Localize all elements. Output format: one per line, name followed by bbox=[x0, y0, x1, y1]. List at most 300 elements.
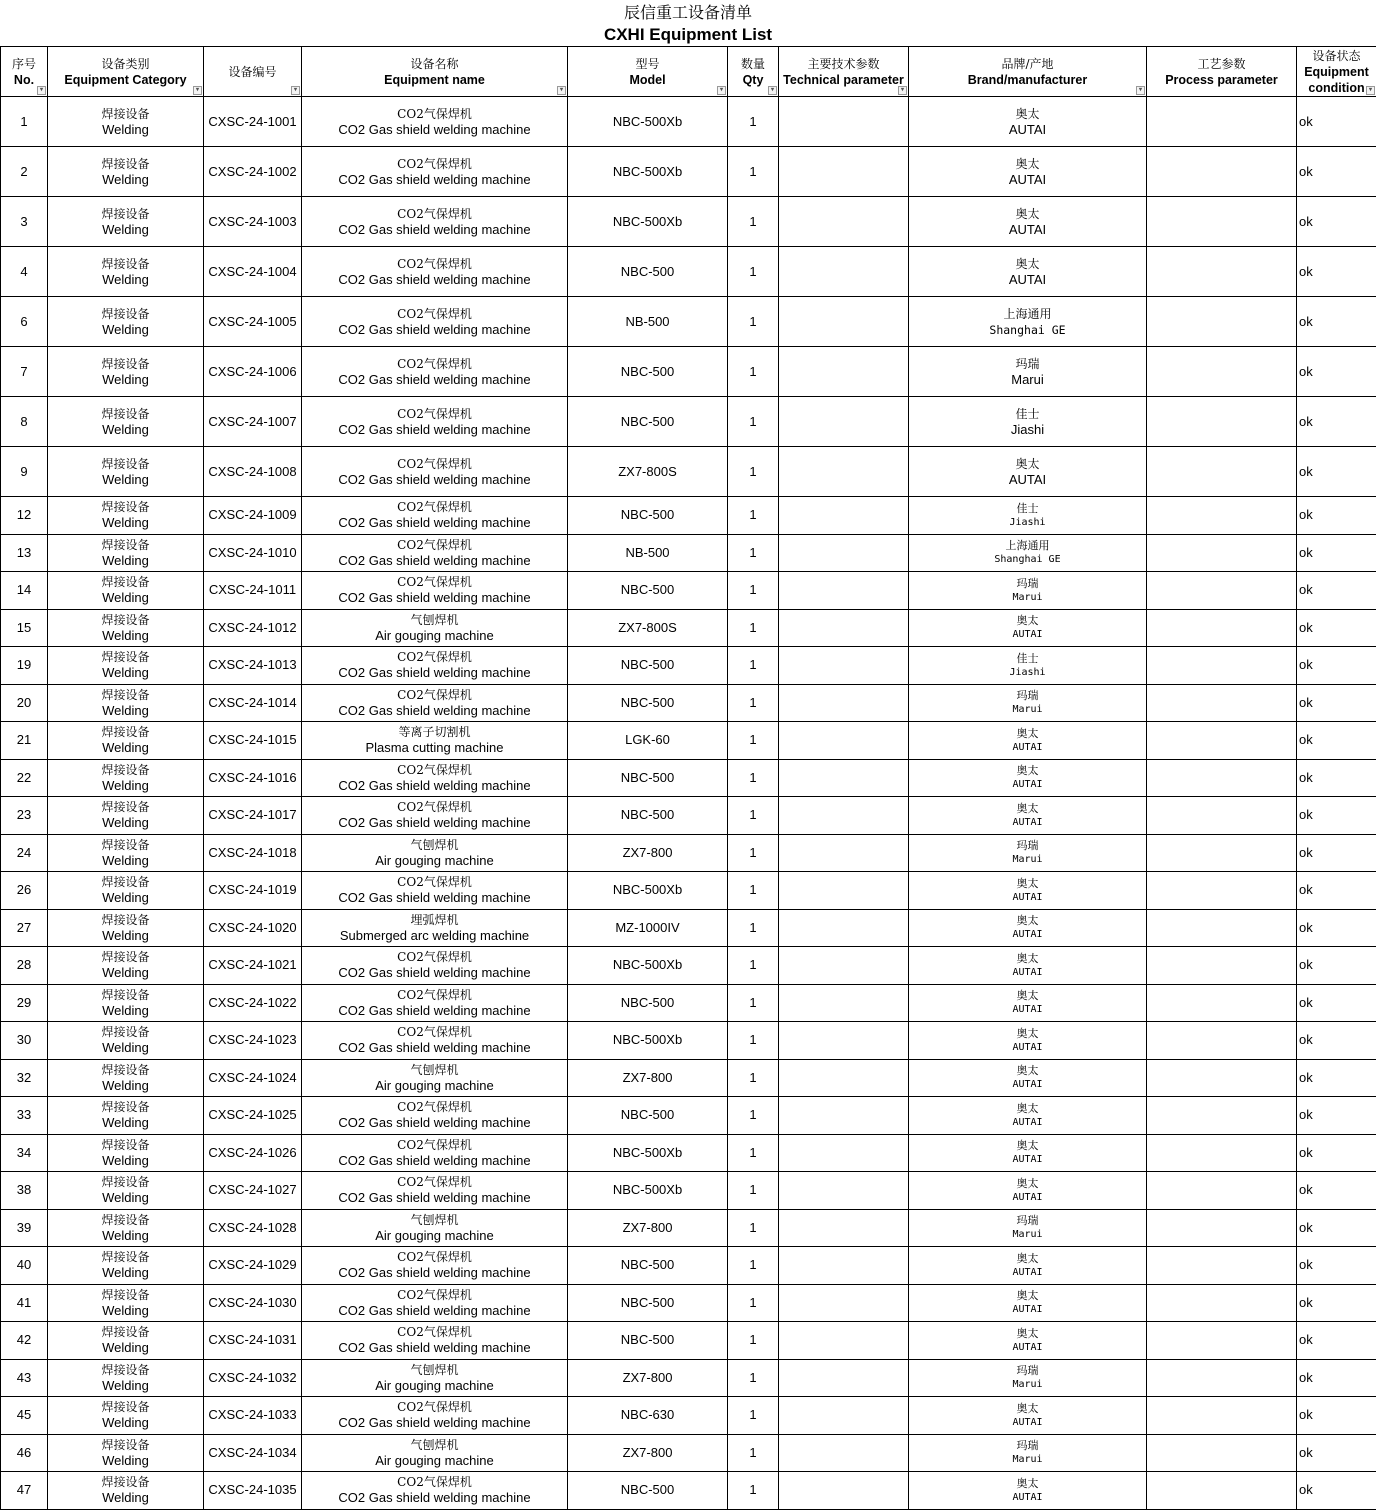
cell-model[interactable] bbox=[568, 1209, 728, 1247]
cell-condition[interactable] bbox=[1297, 1022, 1376, 1060]
cell-model[interactable] bbox=[568, 347, 728, 397]
cell-process[interactable] bbox=[1147, 1022, 1297, 1060]
cell-technical[interactable] bbox=[779, 1022, 909, 1060]
cell-no[interactable] bbox=[1, 647, 48, 685]
cell-condition[interactable] bbox=[1297, 1097, 1376, 1135]
cell-name[interactable] bbox=[302, 759, 568, 797]
table-row[interactable] bbox=[1, 447, 1376, 497]
table-row[interactable] bbox=[1, 97, 1376, 147]
cell-category[interactable] bbox=[48, 1022, 204, 1060]
cell-qty[interactable] bbox=[728, 347, 779, 397]
cell-condition[interactable] bbox=[1297, 1284, 1376, 1322]
cell-category[interactable] bbox=[48, 147, 204, 197]
cell-no[interactable] bbox=[1, 609, 48, 647]
cell-brand[interactable] bbox=[909, 572, 1147, 610]
cell-condition[interactable] bbox=[1297, 1359, 1376, 1397]
cell-no[interactable] bbox=[1, 722, 48, 760]
cell-name[interactable] bbox=[302, 147, 568, 197]
table-row[interactable] bbox=[1, 647, 1376, 685]
cell-no[interactable] bbox=[1, 947, 48, 985]
table-row[interactable] bbox=[1, 1322, 1376, 1360]
cell-condition[interactable] bbox=[1297, 247, 1376, 297]
cell-name[interactable] bbox=[302, 197, 568, 247]
cell-technical[interactable] bbox=[779, 347, 909, 397]
cell-brand[interactable] bbox=[909, 684, 1147, 722]
cell-category[interactable] bbox=[48, 1434, 204, 1472]
filter-dropdown-icon[interactable]: ▾ bbox=[717, 86, 726, 95]
table-row[interactable] bbox=[1, 984, 1376, 1022]
cell-brand[interactable] bbox=[909, 197, 1147, 247]
cell-process[interactable] bbox=[1147, 834, 1297, 872]
table-row[interactable] bbox=[1, 872, 1376, 910]
cell-code[interactable] bbox=[204, 347, 302, 397]
cell-qty[interactable] bbox=[728, 1209, 779, 1247]
filter-dropdown-icon[interactable]: ▾ bbox=[37, 86, 46, 95]
cell-technical[interactable] bbox=[779, 1284, 909, 1322]
cell-qty[interactable] bbox=[728, 1134, 779, 1172]
cell-technical[interactable] bbox=[779, 1097, 909, 1135]
cell-qty[interactable] bbox=[728, 447, 779, 497]
cell-name[interactable] bbox=[302, 1022, 568, 1060]
cell-category[interactable] bbox=[48, 297, 204, 347]
cell-category[interactable] bbox=[48, 397, 204, 447]
cell-no[interactable] bbox=[1, 1134, 48, 1172]
cell-category[interactable] bbox=[48, 684, 204, 722]
cell-qty[interactable] bbox=[728, 834, 779, 872]
cell-technical[interactable] bbox=[779, 1247, 909, 1285]
cell-process[interactable] bbox=[1147, 609, 1297, 647]
cell-condition[interactable] bbox=[1297, 572, 1376, 610]
cell-no[interactable] bbox=[1, 1472, 48, 1510]
cell-code[interactable] bbox=[204, 872, 302, 910]
cell-process[interactable] bbox=[1147, 397, 1297, 447]
cell-model[interactable] bbox=[568, 572, 728, 610]
cell-no[interactable] bbox=[1, 797, 48, 835]
cell-no[interactable] bbox=[1, 1097, 48, 1135]
cell-technical[interactable] bbox=[779, 647, 909, 685]
cell-model[interactable] bbox=[568, 297, 728, 347]
cell-code[interactable] bbox=[204, 147, 302, 197]
cell-condition[interactable] bbox=[1297, 1209, 1376, 1247]
table-row[interactable] bbox=[1, 297, 1376, 347]
cell-code[interactable] bbox=[204, 1434, 302, 1472]
cell-brand[interactable] bbox=[909, 834, 1147, 872]
cell-code[interactable] bbox=[204, 1322, 302, 1360]
cell-no[interactable] bbox=[1, 759, 48, 797]
cell-qty[interactable] bbox=[728, 1284, 779, 1322]
cell-no[interactable] bbox=[1, 984, 48, 1022]
cell-qty[interactable] bbox=[728, 1434, 779, 1472]
cell-brand[interactable] bbox=[909, 1359, 1147, 1397]
cell-technical[interactable] bbox=[779, 397, 909, 447]
cell-brand[interactable] bbox=[909, 1472, 1147, 1510]
cell-code[interactable] bbox=[204, 722, 302, 760]
cell-process[interactable] bbox=[1147, 347, 1297, 397]
cell-category[interactable] bbox=[48, 247, 204, 297]
cell-condition[interactable] bbox=[1297, 1397, 1376, 1435]
cell-technical[interactable] bbox=[779, 534, 909, 572]
cell-process[interactable] bbox=[1147, 722, 1297, 760]
cell-code[interactable] bbox=[204, 759, 302, 797]
cell-brand[interactable] bbox=[909, 947, 1147, 985]
filter-dropdown-icon[interactable]: ▾ bbox=[291, 86, 300, 95]
cell-qty[interactable] bbox=[728, 1022, 779, 1060]
cell-code[interactable] bbox=[204, 97, 302, 147]
cell-condition[interactable] bbox=[1297, 297, 1376, 347]
cell-brand[interactable] bbox=[909, 759, 1147, 797]
cell-category[interactable] bbox=[48, 1322, 204, 1360]
cell-category[interactable] bbox=[48, 1209, 204, 1247]
cell-name[interactable] bbox=[302, 497, 568, 535]
cell-code[interactable] bbox=[204, 684, 302, 722]
cell-process[interactable] bbox=[1147, 197, 1297, 247]
cell-category[interactable] bbox=[48, 759, 204, 797]
cell-condition[interactable] bbox=[1297, 1247, 1376, 1285]
cell-name[interactable] bbox=[302, 1172, 568, 1210]
cell-model[interactable] bbox=[568, 197, 728, 247]
cell-category[interactable] bbox=[48, 797, 204, 835]
cell-model[interactable] bbox=[568, 247, 728, 297]
cell-model[interactable] bbox=[568, 609, 728, 647]
cell-qty[interactable] bbox=[728, 947, 779, 985]
cell-name[interactable] bbox=[302, 1359, 568, 1397]
cell-qty[interactable] bbox=[728, 1059, 779, 1097]
cell-brand[interactable] bbox=[909, 147, 1147, 197]
cell-category[interactable] bbox=[48, 834, 204, 872]
cell-code[interactable] bbox=[204, 1172, 302, 1210]
filter-dropdown-icon[interactable]: ▾ bbox=[557, 86, 566, 95]
cell-qty[interactable] bbox=[728, 534, 779, 572]
table-row[interactable] bbox=[1, 947, 1376, 985]
cell-model[interactable] bbox=[568, 759, 728, 797]
cell-model[interactable] bbox=[568, 947, 728, 985]
cell-condition[interactable] bbox=[1297, 397, 1376, 447]
cell-model[interactable] bbox=[568, 1472, 728, 1510]
cell-category[interactable] bbox=[48, 1134, 204, 1172]
cell-condition[interactable] bbox=[1297, 1322, 1376, 1360]
cell-qty[interactable] bbox=[728, 759, 779, 797]
cell-condition[interactable] bbox=[1297, 797, 1376, 835]
cell-code[interactable] bbox=[204, 909, 302, 947]
cell-category[interactable] bbox=[48, 1472, 204, 1510]
cell-condition[interactable] bbox=[1297, 684, 1376, 722]
cell-condition[interactable] bbox=[1297, 1472, 1376, 1510]
cell-no[interactable] bbox=[1, 347, 48, 397]
cell-name[interactable] bbox=[302, 1434, 568, 1472]
cell-code[interactable] bbox=[204, 247, 302, 297]
cell-qty[interactable] bbox=[728, 872, 779, 910]
cell-brand[interactable] bbox=[909, 872, 1147, 910]
cell-model[interactable] bbox=[568, 984, 728, 1022]
cell-name[interactable] bbox=[302, 834, 568, 872]
table-row[interactable] bbox=[1, 1097, 1376, 1135]
cell-model[interactable] bbox=[568, 684, 728, 722]
cell-code[interactable] bbox=[204, 1134, 302, 1172]
cell-condition[interactable] bbox=[1297, 722, 1376, 760]
cell-brand[interactable] bbox=[909, 1397, 1147, 1435]
cell-process[interactable] bbox=[1147, 1284, 1297, 1322]
cell-brand[interactable] bbox=[909, 397, 1147, 447]
cell-technical[interactable] bbox=[779, 759, 909, 797]
cell-process[interactable] bbox=[1147, 1134, 1297, 1172]
table-row[interactable] bbox=[1, 1022, 1376, 1060]
cell-code[interactable] bbox=[204, 984, 302, 1022]
cell-qty[interactable] bbox=[728, 797, 779, 835]
cell-brand[interactable] bbox=[909, 1322, 1147, 1360]
cell-model[interactable] bbox=[568, 1134, 728, 1172]
cell-model[interactable] bbox=[568, 397, 728, 447]
cell-technical[interactable] bbox=[779, 1134, 909, 1172]
cell-model[interactable] bbox=[568, 872, 728, 910]
cell-no[interactable] bbox=[1, 1247, 48, 1285]
filter-dropdown-icon[interactable]: ▾ bbox=[1366, 86, 1375, 95]
cell-model[interactable] bbox=[568, 1097, 728, 1135]
table-row[interactable] bbox=[1, 1172, 1376, 1210]
cell-no[interactable] bbox=[1, 297, 48, 347]
cell-code[interactable] bbox=[204, 1097, 302, 1135]
cell-code[interactable] bbox=[204, 1472, 302, 1510]
cell-no[interactable] bbox=[1, 1209, 48, 1247]
cell-process[interactable] bbox=[1147, 1097, 1297, 1135]
filter-dropdown-icon[interactable]: ▾ bbox=[768, 86, 777, 95]
cell-qty[interactable] bbox=[728, 1472, 779, 1510]
table-row[interactable] bbox=[1, 609, 1376, 647]
cell-category[interactable] bbox=[48, 647, 204, 685]
cell-name[interactable] bbox=[302, 1097, 568, 1135]
cell-code[interactable] bbox=[204, 834, 302, 872]
cell-code[interactable] bbox=[204, 1284, 302, 1322]
cell-model[interactable] bbox=[568, 497, 728, 535]
cell-brand[interactable] bbox=[909, 1172, 1147, 1210]
cell-category[interactable] bbox=[48, 984, 204, 1022]
cell-model[interactable] bbox=[568, 1397, 728, 1435]
cell-no[interactable] bbox=[1, 147, 48, 197]
cell-no[interactable] bbox=[1, 872, 48, 910]
cell-condition[interactable] bbox=[1297, 984, 1376, 1022]
cell-code[interactable] bbox=[204, 297, 302, 347]
cell-condition[interactable] bbox=[1297, 1172, 1376, 1210]
cell-process[interactable] bbox=[1147, 147, 1297, 197]
table-row[interactable] bbox=[1, 1209, 1376, 1247]
cell-process[interactable] bbox=[1147, 297, 1297, 347]
table-row[interactable] bbox=[1, 1134, 1376, 1172]
cell-qty[interactable] bbox=[728, 609, 779, 647]
cell-brand[interactable] bbox=[909, 447, 1147, 497]
cell-condition[interactable] bbox=[1297, 497, 1376, 535]
table-row[interactable] bbox=[1, 1472, 1376, 1510]
cell-process[interactable] bbox=[1147, 1247, 1297, 1285]
cell-process[interactable] bbox=[1147, 1172, 1297, 1210]
table-row[interactable] bbox=[1, 347, 1376, 397]
cell-name[interactable] bbox=[302, 247, 568, 297]
cell-process[interactable] bbox=[1147, 647, 1297, 685]
cell-technical[interactable] bbox=[779, 1472, 909, 1510]
cell-brand[interactable] bbox=[909, 1284, 1147, 1322]
cell-technical[interactable] bbox=[779, 684, 909, 722]
cell-process[interactable] bbox=[1147, 984, 1297, 1022]
cell-process[interactable] bbox=[1147, 909, 1297, 947]
cell-brand[interactable] bbox=[909, 347, 1147, 397]
cell-qty[interactable] bbox=[728, 909, 779, 947]
cell-name[interactable] bbox=[302, 347, 568, 397]
cell-condition[interactable] bbox=[1297, 97, 1376, 147]
cell-technical[interactable] bbox=[779, 947, 909, 985]
cell-brand[interactable] bbox=[909, 1434, 1147, 1472]
table-row[interactable] bbox=[1, 247, 1376, 297]
cell-qty[interactable] bbox=[728, 1247, 779, 1285]
cell-brand[interactable] bbox=[909, 1059, 1147, 1097]
cell-category[interactable] bbox=[48, 572, 204, 610]
cell-no[interactable] bbox=[1, 1022, 48, 1060]
cell-code[interactable] bbox=[204, 497, 302, 535]
cell-qty[interactable] bbox=[728, 722, 779, 760]
table-row[interactable] bbox=[1, 534, 1376, 572]
cell-name[interactable] bbox=[302, 1472, 568, 1510]
cell-category[interactable] bbox=[48, 1284, 204, 1322]
cell-category[interactable] bbox=[48, 1397, 204, 1435]
cell-no[interactable] bbox=[1, 397, 48, 447]
cell-condition[interactable] bbox=[1297, 909, 1376, 947]
cell-brand[interactable] bbox=[909, 247, 1147, 297]
cell-technical[interactable] bbox=[779, 1434, 909, 1472]
cell-technical[interactable] bbox=[779, 1209, 909, 1247]
cell-technical[interactable] bbox=[779, 722, 909, 760]
cell-qty[interactable] bbox=[728, 297, 779, 347]
cell-no[interactable] bbox=[1, 1322, 48, 1360]
cell-category[interactable] bbox=[48, 872, 204, 910]
cell-name[interactable] bbox=[302, 947, 568, 985]
cell-category[interactable] bbox=[48, 1247, 204, 1285]
table-row[interactable] bbox=[1, 722, 1376, 760]
cell-technical[interactable] bbox=[779, 447, 909, 497]
cell-condition[interactable] bbox=[1297, 647, 1376, 685]
cell-process[interactable] bbox=[1147, 684, 1297, 722]
cell-process[interactable] bbox=[1147, 1209, 1297, 1247]
table-row[interactable] bbox=[1, 797, 1376, 835]
cell-qty[interactable] bbox=[728, 247, 779, 297]
cell-name[interactable] bbox=[302, 97, 568, 147]
cell-no[interactable] bbox=[1, 447, 48, 497]
cell-model[interactable] bbox=[568, 1247, 728, 1285]
cell-process[interactable] bbox=[1147, 759, 1297, 797]
cell-category[interactable] bbox=[48, 1172, 204, 1210]
cell-qty[interactable] bbox=[728, 147, 779, 197]
cell-model[interactable] bbox=[568, 1322, 728, 1360]
cell-name[interactable] bbox=[302, 797, 568, 835]
cell-no[interactable] bbox=[1, 834, 48, 872]
cell-name[interactable] bbox=[302, 1397, 568, 1435]
cell-no[interactable] bbox=[1, 1397, 48, 1435]
cell-category[interactable] bbox=[48, 909, 204, 947]
cell-name[interactable] bbox=[302, 572, 568, 610]
cell-brand[interactable] bbox=[909, 722, 1147, 760]
cell-technical[interactable] bbox=[779, 297, 909, 347]
cell-brand[interactable] bbox=[909, 1209, 1147, 1247]
cell-brand[interactable] bbox=[909, 1247, 1147, 1285]
cell-no[interactable] bbox=[1, 909, 48, 947]
table-row[interactable] bbox=[1, 1434, 1376, 1472]
cell-qty[interactable] bbox=[728, 197, 779, 247]
cell-code[interactable] bbox=[204, 1247, 302, 1285]
cell-qty[interactable] bbox=[728, 1397, 779, 1435]
cell-process[interactable] bbox=[1147, 97, 1297, 147]
cell-category[interactable] bbox=[48, 97, 204, 147]
cell-condition[interactable] bbox=[1297, 834, 1376, 872]
cell-technical[interactable] bbox=[779, 834, 909, 872]
cell-process[interactable] bbox=[1147, 1322, 1297, 1360]
cell-code[interactable] bbox=[204, 1059, 302, 1097]
cell-no[interactable] bbox=[1, 97, 48, 147]
table-row[interactable] bbox=[1, 834, 1376, 872]
cell-brand[interactable] bbox=[909, 297, 1147, 347]
cell-code[interactable] bbox=[204, 1359, 302, 1397]
cell-technical[interactable] bbox=[779, 497, 909, 535]
cell-qty[interactable] bbox=[728, 397, 779, 447]
cell-model[interactable] bbox=[568, 1284, 728, 1322]
cell-model[interactable] bbox=[568, 1059, 728, 1097]
cell-brand[interactable] bbox=[909, 909, 1147, 947]
cell-process[interactable] bbox=[1147, 1472, 1297, 1510]
cell-no[interactable] bbox=[1, 684, 48, 722]
filter-dropdown-icon[interactable]: ▾ bbox=[1136, 86, 1145, 95]
cell-qty[interactable] bbox=[728, 1359, 779, 1397]
cell-technical[interactable] bbox=[779, 984, 909, 1022]
cell-brand[interactable] bbox=[909, 797, 1147, 835]
cell-model[interactable] bbox=[568, 647, 728, 685]
cell-category[interactable] bbox=[48, 347, 204, 397]
cell-brand[interactable] bbox=[909, 647, 1147, 685]
cell-category[interactable] bbox=[48, 534, 204, 572]
cell-category[interactable] bbox=[48, 722, 204, 760]
table-row[interactable] bbox=[1, 1059, 1376, 1097]
cell-process[interactable] bbox=[1147, 247, 1297, 297]
table-row[interactable] bbox=[1, 684, 1376, 722]
cell-process[interactable] bbox=[1147, 572, 1297, 610]
cell-name[interactable] bbox=[302, 984, 568, 1022]
cell-category[interactable] bbox=[48, 1097, 204, 1135]
cell-no[interactable] bbox=[1, 1284, 48, 1322]
cell-process[interactable] bbox=[1147, 1397, 1297, 1435]
cell-technical[interactable] bbox=[779, 872, 909, 910]
cell-name[interactable] bbox=[302, 684, 568, 722]
cell-process[interactable] bbox=[1147, 534, 1297, 572]
cell-code[interactable] bbox=[204, 947, 302, 985]
cell-condition[interactable] bbox=[1297, 147, 1376, 197]
cell-code[interactable] bbox=[204, 1022, 302, 1060]
cell-brand[interactable] bbox=[909, 1022, 1147, 1060]
cell-technical[interactable] bbox=[779, 97, 909, 147]
cell-name[interactable] bbox=[302, 1134, 568, 1172]
cell-condition[interactable] bbox=[1297, 347, 1376, 397]
cell-name[interactable] bbox=[302, 647, 568, 685]
cell-model[interactable] bbox=[568, 834, 728, 872]
cell-process[interactable] bbox=[1147, 947, 1297, 985]
cell-no[interactable] bbox=[1, 247, 48, 297]
filter-dropdown-icon[interactable]: ▾ bbox=[898, 86, 907, 95]
cell-condition[interactable] bbox=[1297, 872, 1376, 910]
cell-category[interactable] bbox=[48, 447, 204, 497]
cell-process[interactable] bbox=[1147, 797, 1297, 835]
table-row[interactable] bbox=[1, 759, 1376, 797]
cell-technical[interactable] bbox=[779, 1397, 909, 1435]
cell-model[interactable] bbox=[568, 1359, 728, 1397]
cell-name[interactable] bbox=[302, 1322, 568, 1360]
cell-category[interactable] bbox=[48, 1059, 204, 1097]
cell-condition[interactable] bbox=[1297, 1059, 1376, 1097]
cell-qty[interactable] bbox=[728, 1097, 779, 1135]
cell-technical[interactable] bbox=[779, 1359, 909, 1397]
cell-name[interactable] bbox=[302, 722, 568, 760]
